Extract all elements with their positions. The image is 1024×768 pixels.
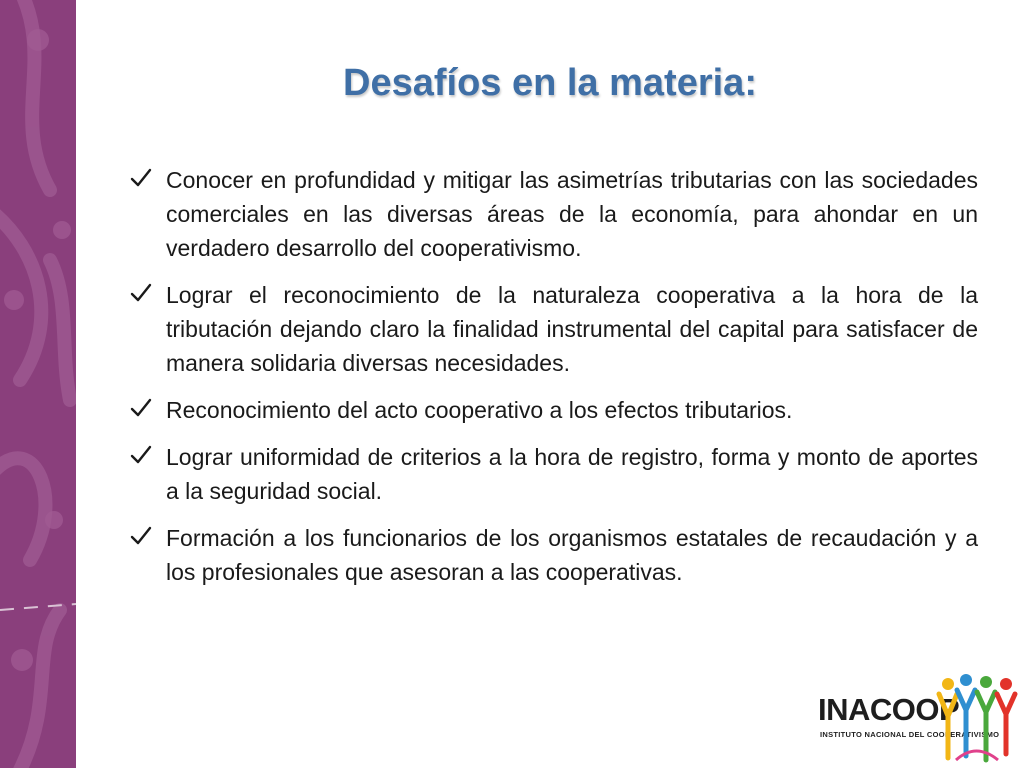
check-icon	[130, 444, 152, 466]
list-item-text: Reconocimiento del acto cooperativo a los efectos tributarios.	[166, 397, 793, 423]
list-item	[128, 163, 978, 265]
list-item	[128, 521, 978, 589]
decorative-side-band	[0, 0, 76, 768]
list-item-text: Formación a los funcionarios de los organismos estatales de recaudación y a los profesionales que asesoran a las cooperativas.	[166, 525, 978, 585]
challenges-list	[128, 163, 978, 602]
list-item	[128, 278, 978, 380]
inacoop-figures-icon	[936, 672, 1018, 764]
check-icon	[130, 525, 152, 547]
check-icon	[130, 397, 152, 419]
list-item-text: Lograr el reconocimiento de la naturaleza cooperativa a la hora de la tributación dejando claro la finalidad instrumental del capital para satisfacer de manera solidaria diversas necesidades.	[166, 282, 978, 376]
side-band-pattern	[0, 0, 76, 768]
logo-tagline: INSTITUTO NACIONAL DEL COOPERATIVISMO	[820, 730, 1000, 739]
check-icon	[130, 282, 152, 304]
list-item-text: Lograr uniformidad de criterios a la hora de registro, forma y monto de aportes a la seguridad social.	[166, 444, 978, 504]
slide-title: Desafíos en la materia:	[343, 62, 757, 104]
logo-wordmark: INACOOP	[818, 692, 960, 727]
list-item-text: Conocer en profundidad y mitigar las asimetrías tributarias con las sociedades comerciales en las diversas áreas de la economía, para ahondar en un verdadero desarrollo del cooperativismo.	[166, 167, 978, 261]
list-item	[128, 440, 978, 508]
check-icon	[130, 167, 152, 189]
inacoop-logo	[818, 672, 1018, 764]
list-item	[128, 393, 978, 427]
